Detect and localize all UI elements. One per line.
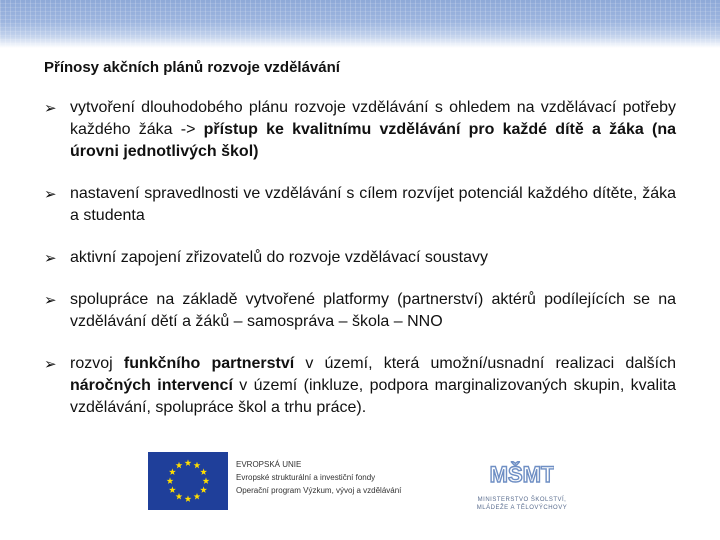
bullet-bold-text: přístup ke kvalitnímu vzdělávání pro každé dítě a žáka (na úrovni jednotlivých škol) [70, 121, 677, 160]
eu-line-programme: Operační program Výzkum, vývoj a vzdělávání [236, 486, 402, 495]
arrow-bullet-icon: ➢ [44, 355, 57, 373]
msmt-mark-text: MŠMT [490, 462, 554, 487]
eu-line-union: EVROPSKÁ UNIE [236, 460, 302, 469]
bullet-text: nastavení spravedlnosti ve vzdělávání s cílem rozvíjet potenciál každého dítěte, žáka a studenta [70, 185, 676, 224]
bullet-item [44, 289, 676, 333]
arrow-bullet-icon: ➢ [44, 99, 57, 117]
arrow-bullet-icon: ➢ [44, 185, 57, 203]
bullet-text: v území (inkluze, podpora marginalizovaných skupin, kvalita vzdělávání, spolupráce škol a trhu práce). [70, 377, 676, 416]
msmt-line-youth: MLÁDEŽE A TĚLOVÝCHOVY [476, 505, 568, 511]
eu-flag-icon [148, 452, 228, 510]
msmt-line-ministry: MINISTERSTVO ŠKOLSTVÍ, [477, 497, 567, 503]
logo-strip [148, 452, 578, 514]
bullet-bold-text: funkčního partnerství [123, 355, 295, 372]
msmt-logo-mark [490, 452, 554, 496]
eu-line-funds: Evropské strukturální a investiční fondy [236, 473, 376, 482]
header-band [0, 0, 720, 48]
eu-logo-text [236, 458, 476, 497]
bullet-bold-text: náročných intervencí [70, 377, 233, 394]
msmt-logo [466, 452, 578, 514]
arrow-bullet-icon: ➢ [44, 291, 57, 309]
bullet-text: rozvoj [70, 355, 124, 372]
bullet-text: v území, která umožní/usnadní realizaci dalších [294, 355, 677, 372]
slide-title: Přínosy akčních plánů rozvoje vzdělávání [44, 59, 340, 76]
bullet-text: vytvoření dlouhodobého plánu rozvoje vzdělávání s ohledem na vzdělávací potřeby každého žáka -> [70, 99, 676, 138]
bullet-item [44, 97, 676, 163]
arrow-bullet-icon: ➢ [44, 249, 57, 267]
bullet-item [44, 183, 676, 227]
bullet-list [44, 97, 676, 419]
bullet-item [44, 247, 676, 269]
bullet-text: aktivní zapojení zřizovatelů do rozvoje vzdělávací soustavy [70, 249, 488, 266]
bullet-text: spolupráce na základě vytvořené platformy (partnerství) aktérů podílejících se na vzdělávání dětí a žáků – samospráva – škola – NNO [70, 291, 676, 330]
bullet-item [44, 353, 676, 419]
